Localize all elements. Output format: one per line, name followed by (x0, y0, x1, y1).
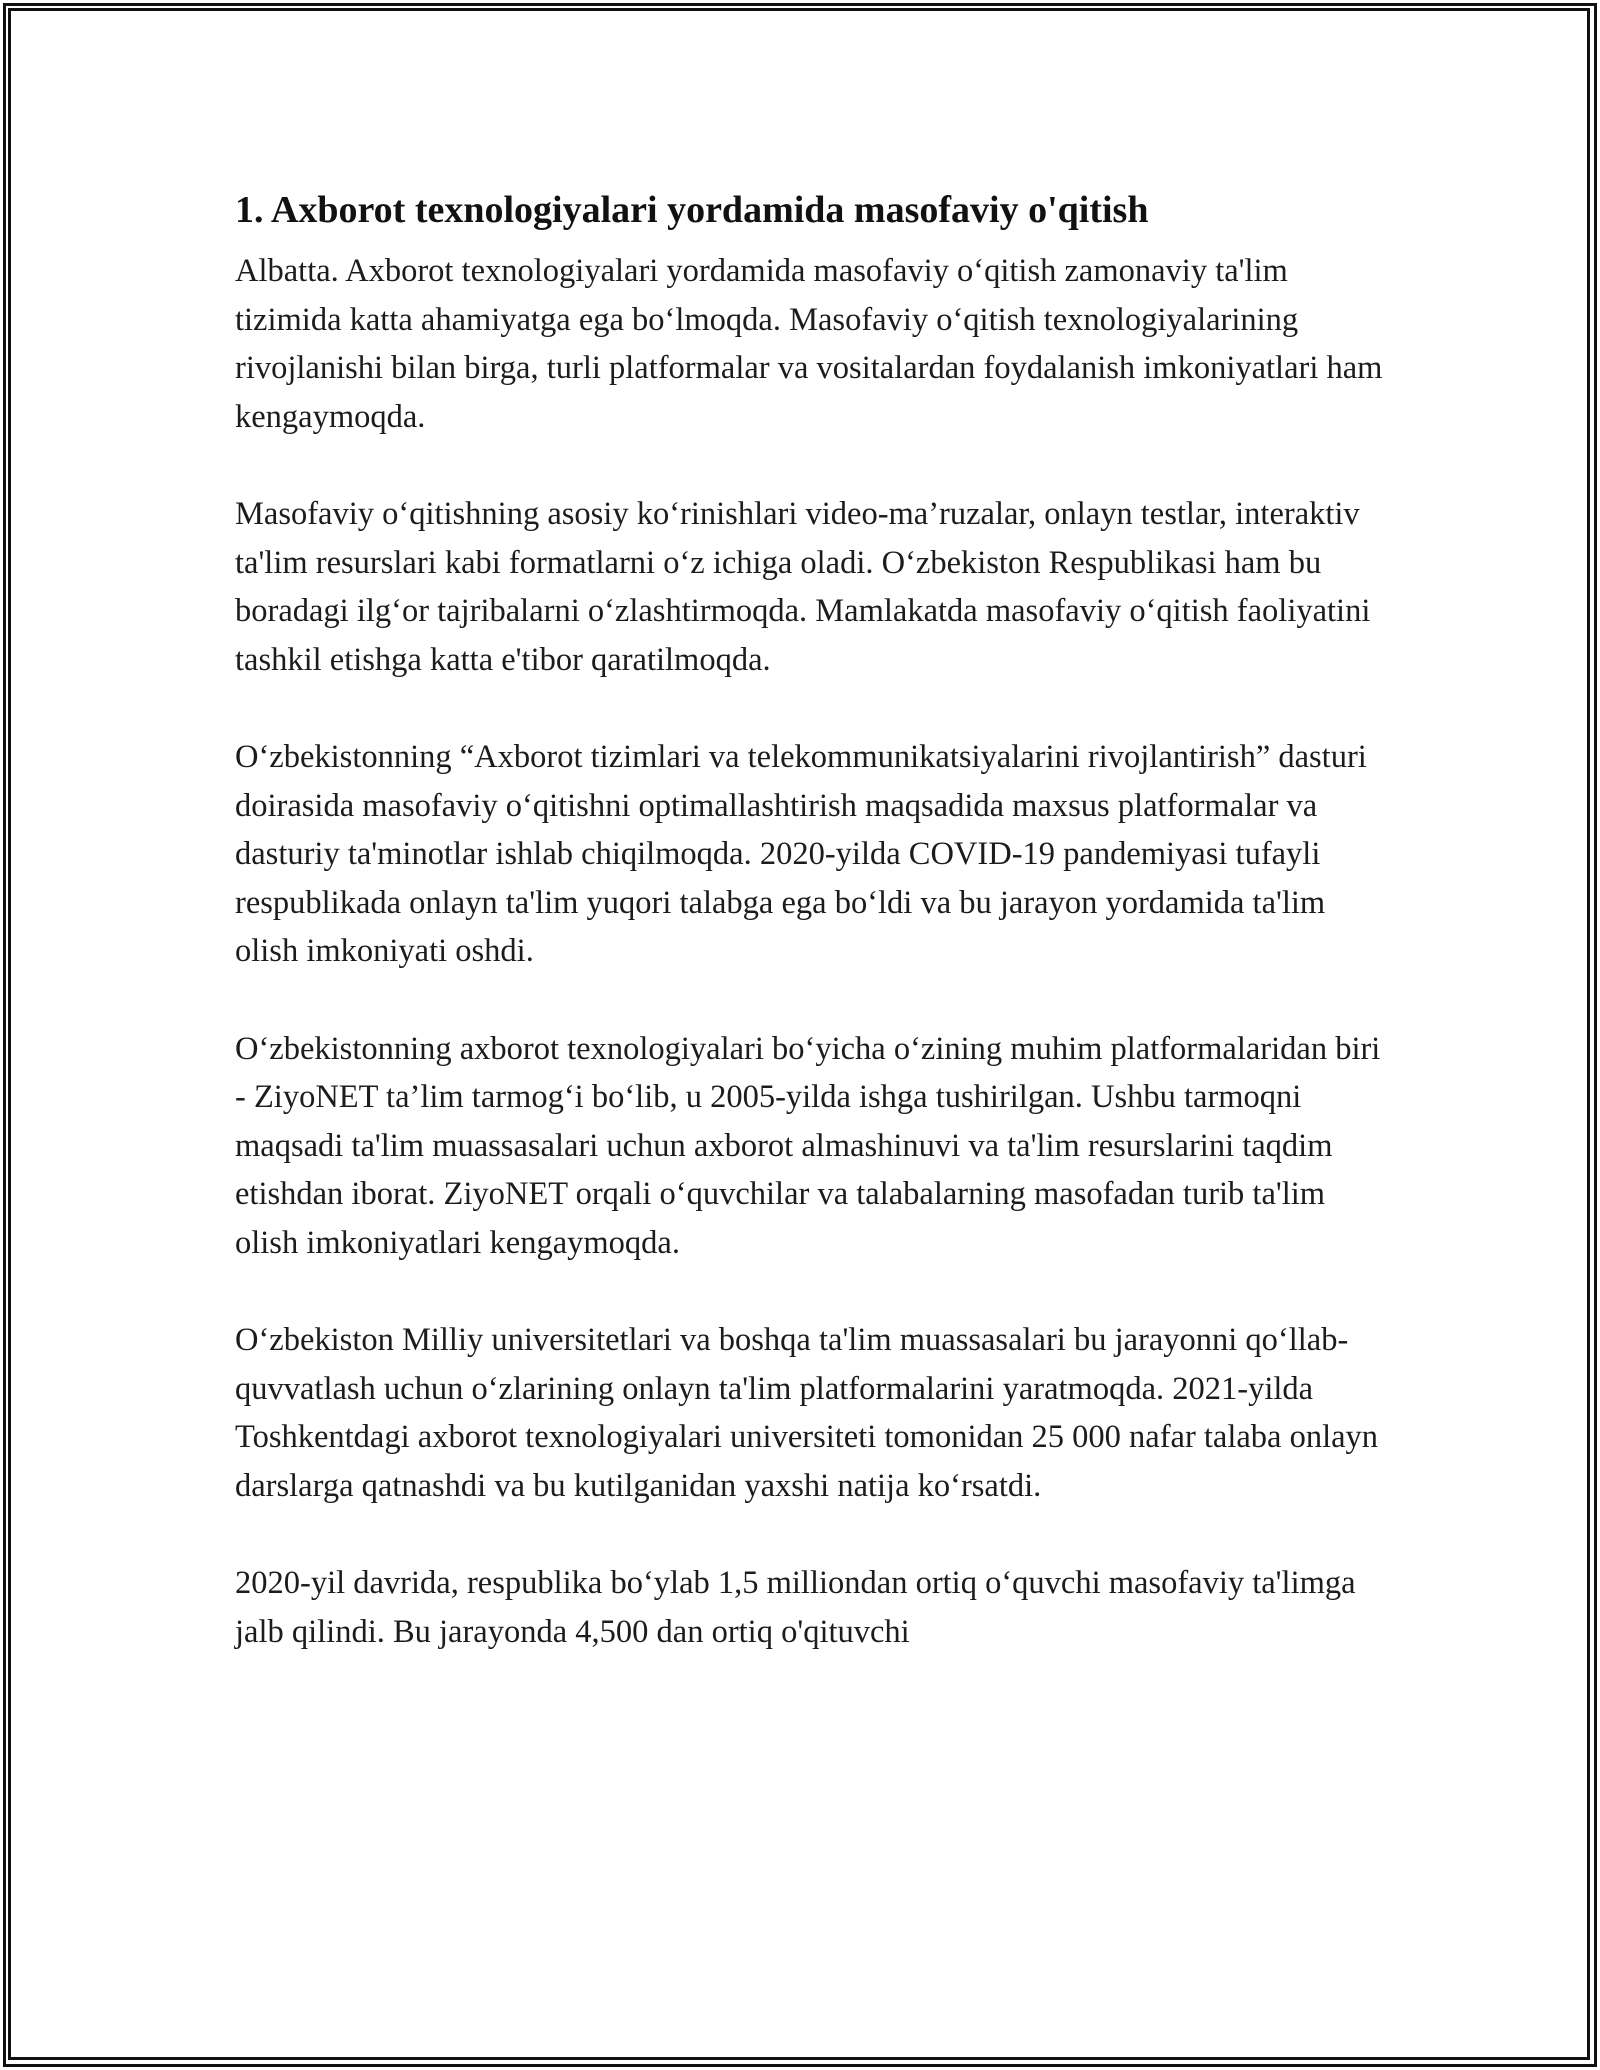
paragraph-ziyonet: O‘zbekistonning axborot texnologiyalari bo‘yicha o‘zining muhim platformalaridan biri - ZiyoNET ta’lim tarmog‘i bo‘lib, u 2005-yilda ishga tushirilgan. Ushbu tarmoqni maqsadi ta'lim muassasalari uchun axborot almashinuvi va ta'lim resurslarini taqdim etishdan iborat. ZiyoNET orqali o‘quvchilar va talabalarning masofadan turib ta'lim olish imkoniyatlari kengaymoqda. (235, 1030, 1381, 1261)
paragraph-universities: O‘zbekiston Milliy universitetlari va boshqa ta'lim muassasalari bu jarayonni qo‘llab-quvvatlash uchun o‘zlarining onlayn ta'lim platformalarini yaratmoqda. 2021-yilda Toshkentdagi axborot texnologiyalari universiteti tomonidan 25 000 nafar talaba onlayn darslarga qatnashdi va bu kutilganidan yaxshi natija ko‘rsatdi. (235, 1322, 1379, 1504)
paragraph-program: O‘zbekistonning “Axborot tizimlari va telekommunikatsiyalarini rivojlantirish” dasturi doirasida masofaviy o‘qitishni optimallashtirish maqsadida maxsus platformalar va dasturiy ta'minotlar ishlab chiqilmoqda. 2020-yilda COVID-19 pandemiyasi tufayli respublikada onlayn ta'lim yuqori talabga ega bo‘ldi va bu jarayon yordamida ta'lim olish imkoniyati oshdi. (235, 738, 1367, 970)
paragraph-statistics: 2020-yil davrida, respublika bo‘ylab 1,5 milliondan ortiq o‘quvchi masofaviy ta'limga jalb qilindi. Bu jarayonda 4,500 dan ortiq o'qituvchi (235, 1565, 1356, 1650)
document-body (235, 185, 1385, 1705)
section-heading: 1. Axborot texnologiyalari yordamida masofaviy o'qitish (235, 189, 1149, 231)
paragraph-intro: Albatta. Axborot texnologiyalari yordamida masofaviy o‘qitish zamonaviy ta'lim tizimida katta ahamiyatga ega bo‘lmoqda. Masofaviy o‘qitish texnologiyalarining rivojlanishi bilan birga, turli platformalar va vositalardan foydalanish imkoniyatlari ham kengaymoqda. (235, 253, 1383, 435)
paragraph-forms: Masofaviy o‘qitishning asosiy ko‘rinishlari video-ma’ruzalar, onlayn testlar, interaktiv ta'lim resurslari kabi formatlarni o‘z ichiga oladi. O‘zbekiston Respublikasi ham bu boradagi ilg‘or tajribalarni o‘zlashtirmoqda. Mamlakatda masofaviy o‘qitish faoliyatini tashkil etishga katta e'tibor qaratilmoqda. (235, 495, 1371, 678)
